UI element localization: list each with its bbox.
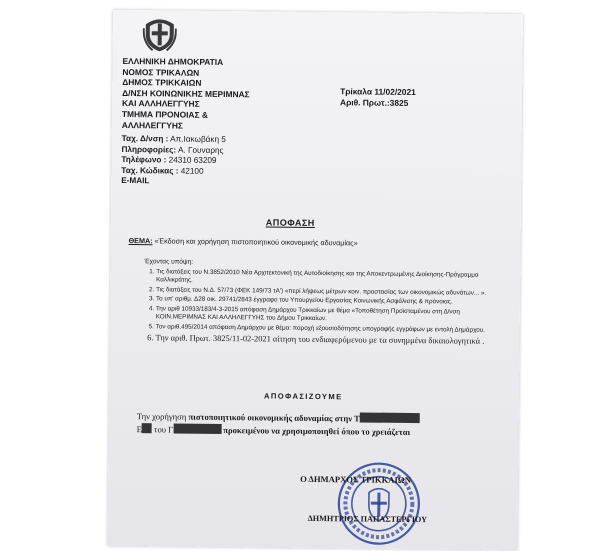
signatory-name: ΔΗΜΗΤΡΙΟΣ ΠΑΠΑΣΤΕΡΓΙΟΥ xyxy=(307,513,428,525)
consideration-item: 3. Το υπ' αριθμ. Δ28 οικ. 29741/2843 έγγραφο του Υπουργείου Εργασίας Κοινωνικής Ασφάλισης & πρόνοιας. xyxy=(156,296,496,307)
official-stamp-icon xyxy=(335,460,422,547)
contact-label: Ταχ. Δ/νση : xyxy=(121,133,169,144)
authority-line: Δ/ΝΣΗ ΚΟΙΝΩΝΙΚΗΣ ΜΕΡΙΜΝΑΣ xyxy=(122,87,250,100)
greek-coat-of-arms-icon xyxy=(143,14,177,52)
authority-line: ΔΗΜΟΣ ΤΡΙΚΚΑΙΩΝ xyxy=(122,77,202,88)
having-regard-heading: Έχοντας υπόψη: xyxy=(144,258,194,266)
contact-label: Πληροφορίες: xyxy=(121,144,177,155)
contact-label: E-MAIL xyxy=(121,176,150,186)
authority-line: ΕΛΛΗΝΙΚΗ ΔΗΜΟΚΡΑΤΙΑ xyxy=(122,55,224,68)
authority-line: ΝΟΜΟΣ ΤΡΙΚΑΛΩΝ xyxy=(122,66,200,78)
contact-row-email xyxy=(121,176,225,188)
authority-line: ΤΜΗΜΑ ΠΡΟΝΟΙΑΣ & xyxy=(121,108,208,120)
consideration-item: 5. Τον αριθ.495/2014 απόφαση Δημάρχου με θέμα: παροχή εξουσιοδότησης υπογραφής εγγράφων με εντολή Δημάρχου. xyxy=(156,323,496,334)
consideration-item: 6. Την αριθ. Πρωτ. 3825/11-02-2021 αίτηση του ενδιαφερόμενου με τα συνημμένα δικαιολογητικά . xyxy=(156,333,496,347)
contact-value: Απ.Ιακωβάκη 5 xyxy=(168,134,226,145)
signatory-title: Ο ΔΗΜΑΡΧΟΣ ΤΡΙΚΚΑΙΩΝ xyxy=(300,473,412,485)
contact-value: 42100 xyxy=(178,166,204,176)
authority-line: ΚΑΙ ΑΛΛΗΛΕΓΓΥΗΣ xyxy=(121,98,200,110)
document-title: ΑΠΟΦΑΣΗ xyxy=(265,217,315,228)
decision-text-part: προκειμένου να χρησιμοποιηθεί όπου το χρειάζεται xyxy=(221,425,411,437)
contact-label: Ταχ. Κώδικας : xyxy=(121,165,179,176)
consideration-item: 2. Τις διατάξεις του Ν.Δ. 57/73 (ΦΕΚ 149/73 τΑ') «περί λήψεως μέτρων κοιν. προστασίας των οικονομικώς αδυνάτων... ». xyxy=(156,286,496,297)
contact-label: Τηλέφωνο : xyxy=(121,155,167,165)
redaction-block xyxy=(173,424,221,435)
redaction-block xyxy=(142,423,152,433)
subject-label: ΘΕΜΑ: xyxy=(128,236,153,246)
redaction-block xyxy=(360,412,420,423)
subject-text: «Έκδοση και χορήγηση πιστοποιητικού οικονομικής αδυναμίας» xyxy=(152,236,358,248)
decision-text-part: Ε xyxy=(136,424,142,435)
protocol-number: Αριθ. Πρωτ.:3825 xyxy=(340,97,409,108)
considerations-list xyxy=(144,268,497,348)
document-date: Τρίκαλα 11/02/2021 xyxy=(340,86,416,98)
contact-value: 24310 63209 xyxy=(166,155,217,166)
decision-text xyxy=(137,410,497,440)
contact-details xyxy=(121,134,226,188)
issuing-authority xyxy=(122,56,250,131)
consideration-item: 4. Την αριθ 10933/183/4-3-2015 απόφαση Δημάρχου Τρικκαίων με θέμα «Τοποθέτηση Προϊσταμένου στη Δ/νση ΚΟΙΝ.ΜΕΡΙΜΝΑΣ ΚΑΙ ΑΛΛΗΛΕΓΓΥΗΣ του Δήμου Τρικκαίων. xyxy=(156,306,496,325)
document-page xyxy=(107,10,523,550)
date-and-protocol xyxy=(340,86,416,109)
decision-text-part: πιστοποιητικού οικονομικής αδυναμίας στην Τ xyxy=(188,411,360,424)
decision-heading: ΑΠΟΦΑΣΙΖΟΥΜΕ xyxy=(263,391,343,402)
consideration-item: 1. Τις διατάξεις του Ν.3852/2010 Νέα Αρχιτεκτονική της Αυτοδιοίκησης και της Αποκεντρωμένης Διοίκησης-Πρόγραμμα Καλλικράτης. xyxy=(156,268,496,287)
authority-line: ΑΛΛΗΛΕΓΓΥΗΣ xyxy=(121,119,184,131)
decision-text-part: Την χορήγηση xyxy=(136,411,189,422)
subject-line xyxy=(129,236,358,247)
decision-text-part: του Γ xyxy=(151,424,174,435)
contact-value: Α. Γουναρης xyxy=(176,145,224,155)
